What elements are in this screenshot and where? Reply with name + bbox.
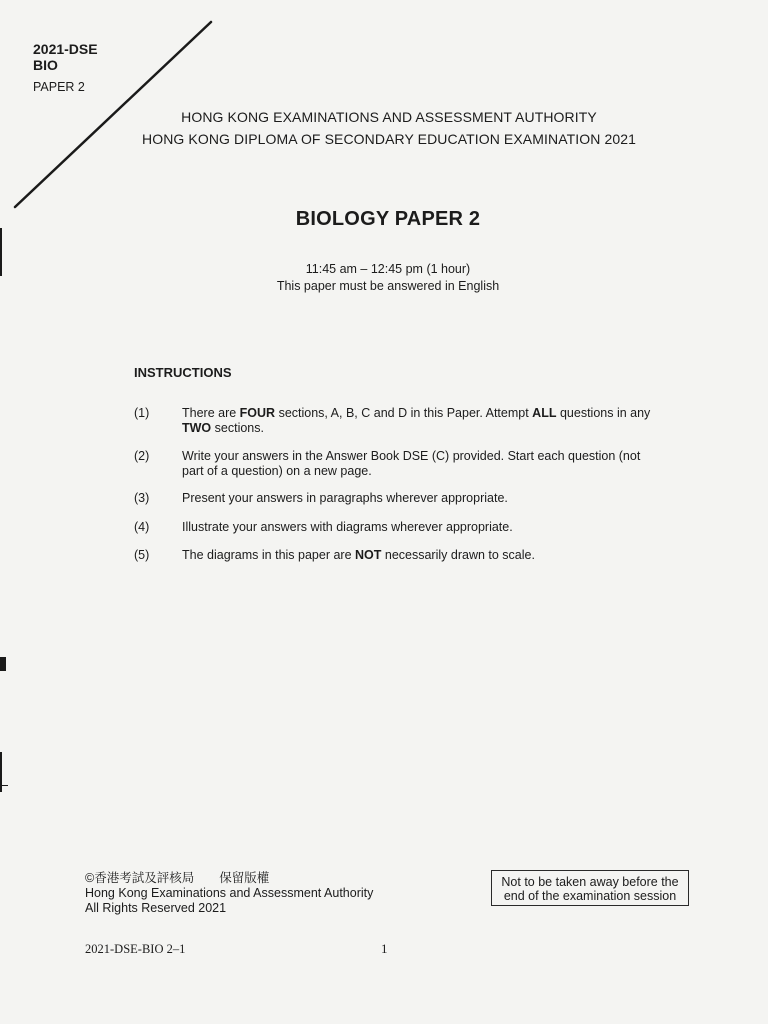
paper-code-year: 2021-DSE: [33, 41, 98, 57]
exam-name: HONG KONG DIPLOMA OF SECONDARY EDUCATION EXAMINATION 2021: [142, 131, 636, 147]
paper-code-number: PAPER 2: [33, 80, 85, 94]
language-note: This paper must be answered in English: [276, 279, 500, 293]
page-code: 2021-DSE-BIO 2–1: [85, 942, 186, 956]
edge-mark: [0, 228, 2, 276]
instruction-text: The diagrams in this paper are NOT necessarily drawn to scale.: [182, 548, 535, 562]
instruction-text: Write your answers in the Answer Book DSE (C) provided. Start each question (not part of a question) on a new page.: [182, 449, 641, 478]
edge-mark: [0, 657, 6, 671]
edge-mark: [0, 752, 2, 792]
instruction-number: (4): [134, 520, 150, 534]
instruction-number: (2): [134, 449, 150, 463]
instruction-number: (1): [134, 406, 150, 420]
instruction-number: (3): [134, 491, 150, 505]
edge-mark: [0, 785, 8, 786]
instruction-text: Illustrate your answers with diagrams wherever appropriate.: [182, 520, 513, 534]
paper-title: BIOLOGY PAPER 2: [295, 208, 481, 230]
rights-reserved: All Rights Reserved 2021: [85, 901, 227, 915]
authority-name: HONG KONG EXAMINATIONS AND ASSESSMENT AUTHORITY: [181, 109, 597, 125]
copyright-chinese: ©香港考試及評核局 保留版權: [85, 871, 270, 885]
page-number: 1: [381, 941, 388, 956]
exam-time: 11:45 am – 12:45 pm (1 hour): [305, 262, 471, 276]
instructions-heading: INSTRUCTIONS: [134, 365, 232, 380]
copyright-english: Hong Kong Examinations and Assessment Authority: [85, 886, 374, 900]
instruction-number: (5): [134, 548, 150, 562]
paper-code-subject: BIO: [33, 57, 58, 73]
instruction-text: There are FOUR sections, A, B, C and D in this Paper. Attempt ALL questions in any TWO sections.: [182, 406, 651, 435]
notice-box: Not to be taken away before the end of the examination session: [491, 870, 689, 906]
instruction-text: Present your answers in paragraphs wherever appropriate.: [182, 491, 508, 505]
